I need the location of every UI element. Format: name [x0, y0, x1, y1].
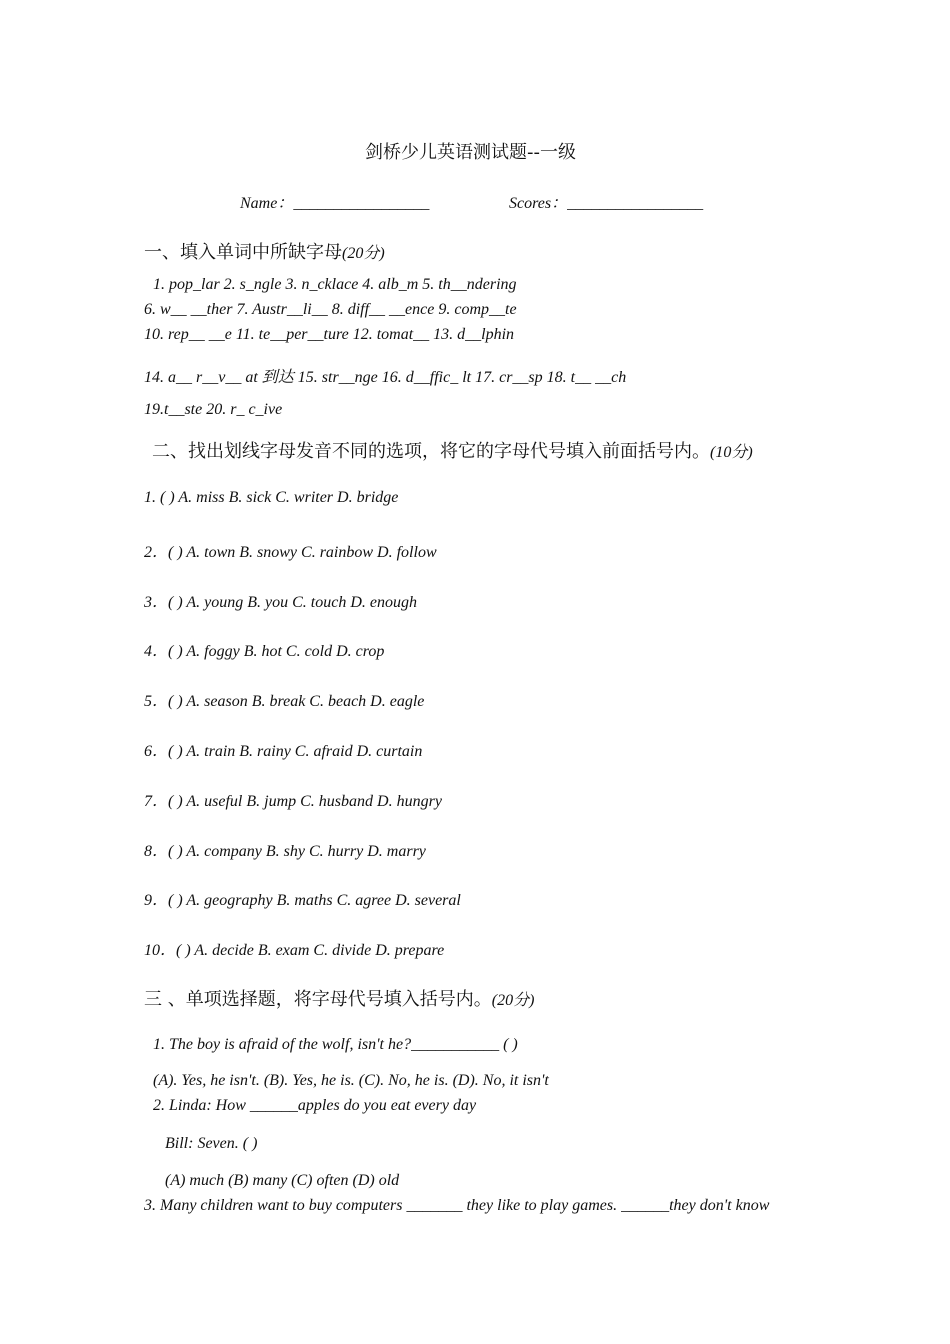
- section2-item: 3．( ) A. young B. you C. touch D. enough: [144, 594, 417, 611]
- section1-heading-text: 一、填入单词中所缺字母: [144, 242, 342, 263]
- question-3: 3. Many children want to buy computers _______ they like to play games. ______they don't know: [144, 1197, 770, 1214]
- section2-item: 10．( ) A. decide B. exam C. divide D. prepare: [144, 942, 445, 959]
- section2-item: 6．( ) A. train B. rainy C. afraid D. curtain: [144, 743, 423, 760]
- section2-item: 9．( ) A. geography B. maths C. agree D. several: [144, 892, 461, 909]
- section3-heading: [144, 985, 534, 1011]
- section2-item: 1. ( ) A. miss B. sick C. writer D. bridge: [144, 489, 399, 506]
- question-2-options: (A) much (B) many (C) often (D) old: [165, 1172, 400, 1189]
- section2-item: 7．( ) A. useful B. jump C. husband D. hungry: [144, 793, 442, 810]
- section2-item: 2．( ) A. town B. snowy C. rainbow D. follow: [144, 544, 437, 561]
- section1-line: 19.t__ste 20. r_ c_ive: [144, 401, 283, 418]
- section1-heading: [144, 238, 385, 264]
- section2-heading: [152, 437, 753, 463]
- section1-line: 1. pop_lar 2. s_ngle 3. n_cklace 4. alb_m 5. th__ndering: [153, 276, 517, 293]
- section3-points: (20分): [491, 992, 535, 1009]
- section2-item: 5．( ) A. season B. break C. beach D. eagle: [144, 693, 425, 710]
- section1-line: 6. w__ __ther 7. Austr__li__ 8. diff__ __ence 9. comp__te: [144, 301, 517, 318]
- section2-item: 8．( ) A. company B. shy C. hurry D. marry: [144, 843, 426, 860]
- section1-line: 14. a__ r__v__ at 到达 15. str__nge 16. d__ffic_ lt 17. cr__sp 18. t__ __ch: [144, 369, 627, 386]
- section2-heading-text: 二、找出划线字母发音不同的选项，将它的字母代号填入前面括号内。: [152, 441, 710, 462]
- section1-line: 10. rep__ __e 11. te__per__ture 12. tomat__ 13. d__lphin: [144, 326, 515, 343]
- question-2-answer: Bill: Seven. ( ): [165, 1135, 258, 1152]
- name-label: Name：: [240, 195, 294, 212]
- question-2: 2. Linda: How ______apples do you eat every day: [153, 1097, 477, 1114]
- section1-points: (20分): [342, 245, 385, 262]
- document-title: 剑桥少儿英语测试题--一级: [365, 142, 576, 163]
- section3-heading-text: 三 、单项选择题，将字母代号填入括号内。: [144, 989, 492, 1010]
- scores-label: Scores：: [509, 195, 568, 212]
- question-1: 1. The boy is afraid of the wolf, isn't he?___________ ( ): [153, 1036, 518, 1053]
- section2-points: (10分): [710, 444, 753, 461]
- scores-field: [509, 190, 703, 213]
- section2-item: 4．( ) A. foggy B. hot C. cold D. crop: [144, 643, 385, 660]
- scores-blank: _________________: [567, 195, 704, 212]
- name-blank: _________________: [293, 195, 430, 212]
- name-field: [240, 190, 429, 213]
- question-1-options: (A). Yes, he isn't. (B). Yes, he is. (C). No, he is. (D). No, it isn't: [153, 1072, 549, 1089]
